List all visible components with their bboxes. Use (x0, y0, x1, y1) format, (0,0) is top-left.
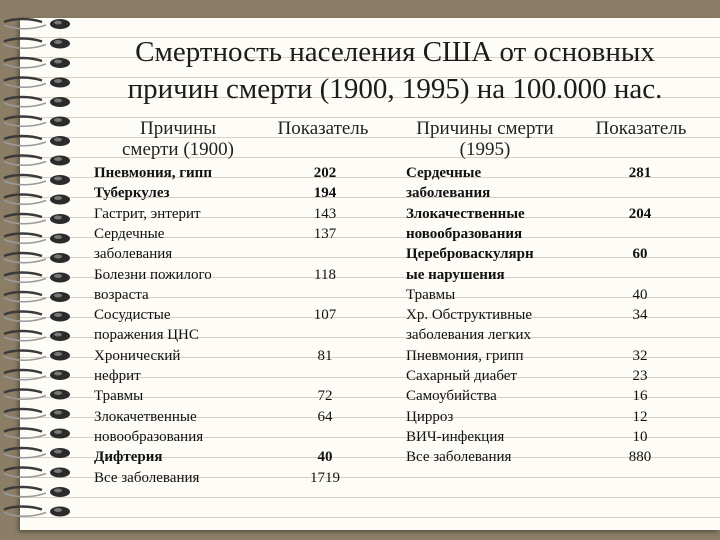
spiral-ring (4, 97, 70, 107)
cause-1900: Все заболевания (94, 469, 200, 486)
spiral-ring (4, 39, 70, 49)
value-1900: 40 (317, 449, 333, 466)
value-1900: 118 (314, 266, 336, 283)
cause-1995: Пневмония, грипп (406, 347, 524, 364)
spiral-ring (4, 195, 70, 205)
cause-1900: нефрит (94, 368, 141, 384)
value-1995: 40 (632, 286, 648, 303)
spiral-ring (4, 507, 70, 517)
cause-1900: Травмы (94, 388, 144, 405)
spiral-ring (4, 19, 70, 29)
spiral-ring (4, 234, 70, 244)
value-1900: 194 (313, 185, 337, 202)
cause-1900: Сосудистые (94, 307, 171, 324)
cause-1995: ые нарушения (406, 266, 505, 283)
header-causes-1995 (405, 118, 565, 160)
spiral-ring (4, 292, 70, 302)
value-1900: 72 (317, 388, 333, 405)
cause-1995: заболевания легких (406, 327, 532, 344)
value-1900: 137 (313, 225, 337, 242)
cause-1995: новообразования (406, 225, 523, 242)
value-1900: 1719 (310, 469, 340, 486)
spiral-ring (4, 253, 70, 263)
value-1995: 10 (632, 428, 648, 445)
value-1900: 81 (317, 347, 333, 364)
spiral-ring (4, 448, 70, 458)
spiral-ring (4, 136, 70, 146)
value-1995: 34 (632, 307, 648, 324)
value-1995: 281 (628, 165, 652, 181)
header-indicator-1900: Показатель (277, 118, 369, 139)
cause-1900: Пневмония, гипп (94, 165, 212, 181)
spiral-ring (4, 468, 70, 478)
spiral-ring (4, 390, 70, 400)
header-causes-1900 (98, 118, 258, 160)
spiral-ring (4, 312, 70, 322)
cause-1995: Цереброваскулярн (406, 246, 534, 263)
header-causes-1900-line1: Причины (139, 118, 217, 139)
spiral-ring (4, 117, 70, 127)
spiral-ring (4, 214, 70, 224)
value-1900: 202 (313, 165, 337, 181)
cause-1900: Дифтерия (94, 449, 163, 466)
value-1900: 107 (313, 307, 337, 324)
spiral-ring (4, 78, 70, 88)
cause-1900: Туберкулез (94, 185, 170, 202)
spiral-ring (4, 58, 70, 68)
cause-1995: Сахарный диабет (406, 368, 517, 384)
spiral-ring (4, 273, 70, 283)
cause-1900: возраста (94, 286, 149, 303)
spiral-ring (4, 156, 70, 166)
cause-1995: Цирроз (406, 408, 454, 425)
cause-1900: новообразования (94, 428, 204, 445)
header-indicator-1995: Показатель (595, 118, 687, 139)
spiral-ring (4, 487, 70, 497)
value-1995: 16 (632, 388, 648, 405)
header-causes-1900-line2: смерти (1900) (121, 139, 234, 160)
cause-1900: Гастрит, энтерит (94, 205, 201, 222)
value-1995: 60 (632, 246, 648, 263)
cause-1995: Сердечные (406, 165, 482, 181)
cause-1900: Злокачетвенные (94, 408, 197, 425)
spiral-ring (4, 409, 70, 419)
cause-1900: Хронический (94, 347, 181, 364)
spiral-ring (4, 331, 70, 341)
title-line-1: Смертность населения США от основных (135, 36, 655, 68)
value-1995: 204 (628, 205, 652, 222)
spiral-ring (4, 175, 70, 185)
cause-1900: Сердечные (94, 225, 165, 242)
cause-1900: поражения ЦНС (94, 327, 199, 344)
value-1900: 64 (317, 408, 333, 425)
cause-1995: Травмы (406, 286, 456, 303)
slide-title (80, 34, 710, 108)
spiral-ring (4, 429, 70, 439)
spiral-binding (0, 16, 80, 524)
spiral-ring (4, 370, 70, 380)
cause-1995: Все заболевания (406, 449, 512, 466)
cause-1995: Самоубийства (406, 388, 497, 405)
value-1995: 12 (632, 408, 648, 425)
value-1995: 23 (632, 368, 648, 384)
header-causes-1995-line1: Причины смерти (416, 118, 554, 139)
cause-1995: Злокачественные (406, 205, 525, 222)
cause-1995: ВИЧ-инфекция (406, 428, 505, 445)
title-line-2: причин смерти (1900, 1995) на 100.000 нас. (127, 73, 663, 105)
cause-1995: заболевания (406, 185, 491, 202)
value-1900: 143 (313, 205, 337, 222)
cause-1900: заболевания (94, 246, 173, 263)
header-causes-1995-line2: (1995) (459, 139, 511, 160)
spiral-ring (4, 351, 70, 361)
cause-1995: Хр. Обструктивные (406, 307, 533, 324)
value-1995: 32 (632, 347, 648, 364)
cause-1900: Болезни пожилого (94, 266, 212, 283)
value-1995: 880 (628, 449, 652, 466)
